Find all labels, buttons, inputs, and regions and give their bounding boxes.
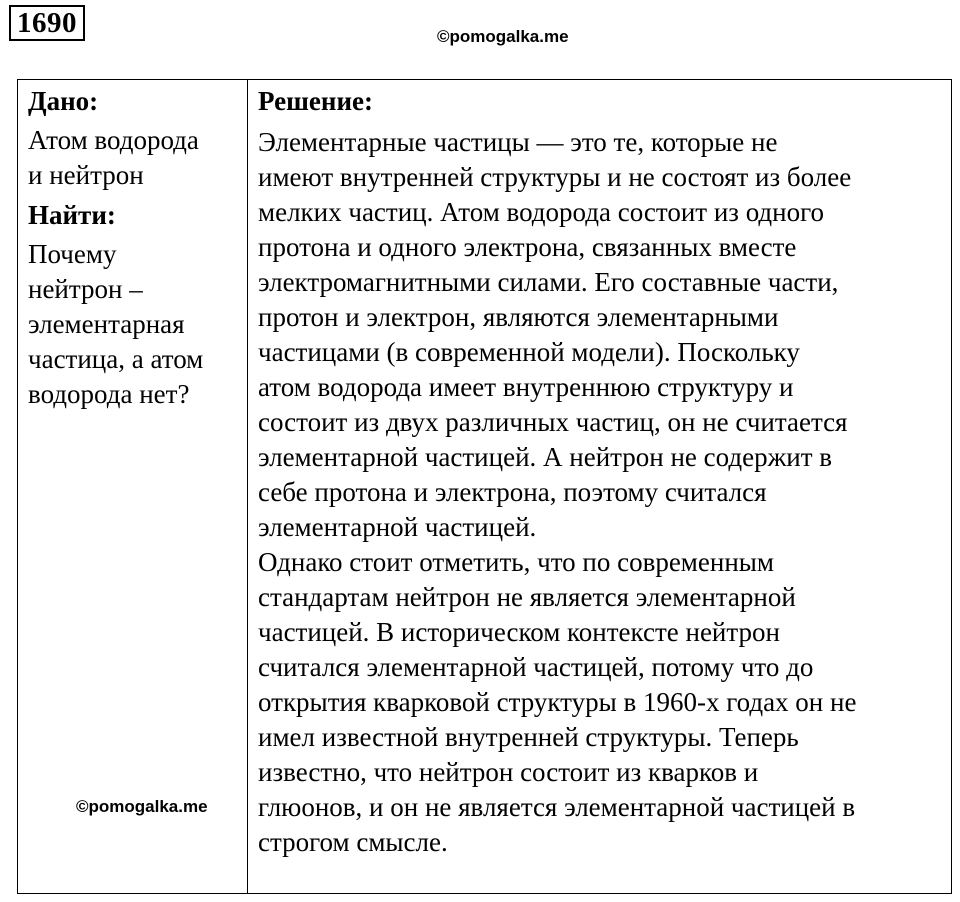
watermark-left: ©pomogalka.me: [76, 797, 208, 816]
solution-line: частицей. В историческом контексте нейтрон: [258, 617, 780, 647]
given-text: [28, 123, 247, 193]
watermark-top: ©pomogalka.me: [437, 27, 569, 46]
solution-line: строгом смысле.: [258, 827, 448, 857]
find-text: [28, 237, 247, 412]
find-line: элементарная: [28, 309, 185, 339]
solution-text: [258, 125, 951, 860]
given-heading: Дано:: [28, 86, 99, 116]
solution-line: элементарной частицей. А нейтрон не содержит в: [258, 442, 832, 472]
find-line: частица, а атом: [28, 344, 204, 374]
solution-line: Элементарные частицы — это те, которые не: [258, 127, 778, 157]
solution-line: считался элементарной частицей, потому что до: [258, 652, 814, 682]
solution-line: атом водорода имеет внутреннюю структуру и: [258, 372, 794, 402]
solution-heading: Решение:: [258, 86, 373, 116]
solution-line: известно, что нейтрон состоит из кварков и: [258, 757, 759, 787]
solution-line: элементарной частицей.: [258, 512, 537, 542]
solution-line: глюонов, и он не является элементарной частицей в: [258, 792, 856, 822]
find-heading: Найти:: [28, 200, 116, 230]
given-column: [18, 80, 248, 893]
solution-line: протона и одного электрона, связанных вместе: [258, 232, 797, 262]
solution-line: стандартам нейтрон не является элементарной: [258, 582, 796, 612]
find-line: водорода нет?: [28, 379, 190, 409]
given-line: и нейтрон: [28, 160, 144, 190]
solution-line: себе протона и электрона, поэтому считался: [258, 477, 767, 507]
solution-line: открытия кварковой структуры в 1960-х годах он не: [258, 687, 857, 717]
solution-line: имел известной внутренней структуры. Теперь: [258, 722, 799, 752]
find-line: Почему: [28, 239, 117, 269]
solution-line: мелких частиц. Атом водорода состоит из одного: [258, 197, 824, 227]
task-number: 1690: [9, 5, 85, 41]
solution-line: имеют внутренней структуры и не состоят из более: [258, 162, 852, 192]
solution-line: частицами (в современной модели). Поскольку: [258, 337, 800, 367]
solution-line: электромагнитными силами. Его составные части,: [258, 267, 839, 297]
solution-line: Однако стоит отметить, что по современным: [258, 547, 774, 577]
find-line: нейтрон –: [28, 274, 143, 304]
solution-line: протон и электрон, являются элементарными: [258, 302, 779, 332]
solution-line: состоит из двух различных частиц, он не считается: [258, 407, 848, 437]
solution-column: [248, 80, 951, 893]
given-line: Атом водорода: [28, 125, 199, 155]
solution-table: [17, 79, 952, 894]
